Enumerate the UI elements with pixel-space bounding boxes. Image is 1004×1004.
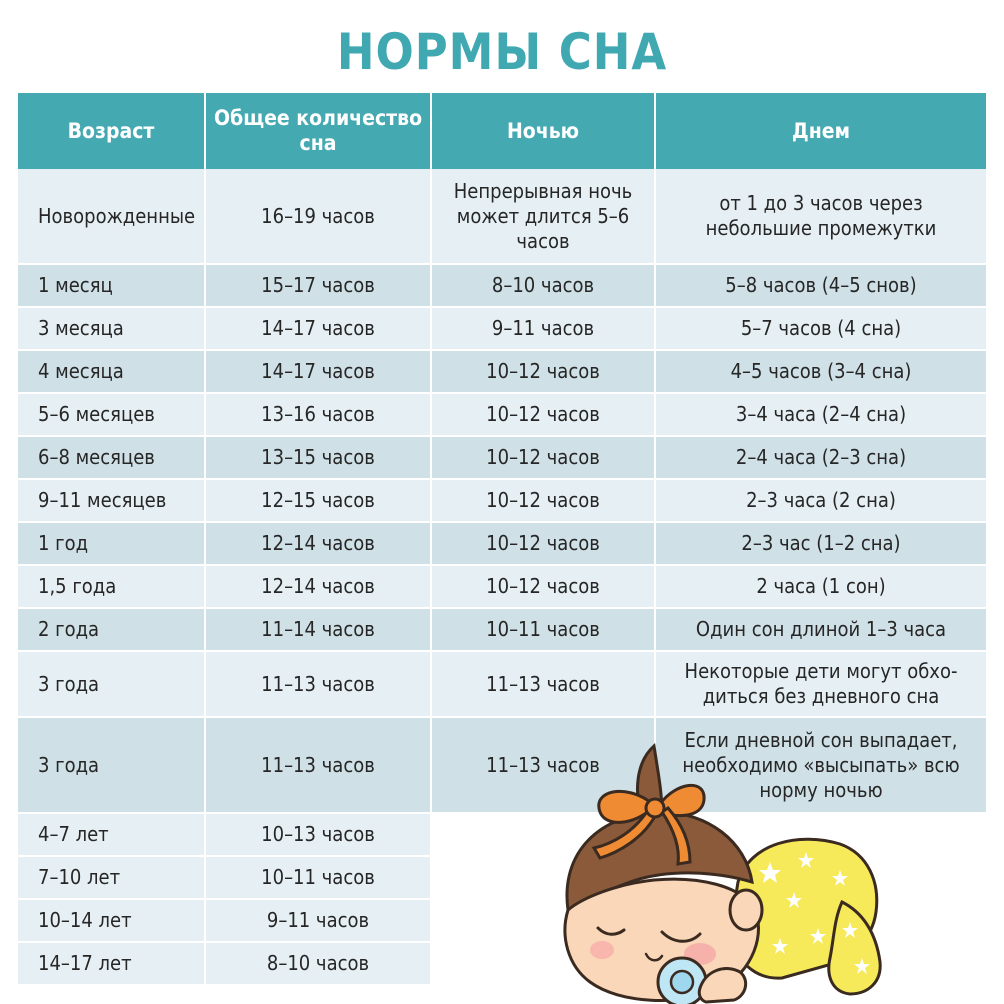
total-cell: 11–13 часов [205, 651, 431, 717]
table-row [18, 479, 986, 522]
total-cell: 15–17 часов [205, 264, 431, 307]
day-cell: 2–3 час (1–2 сна) [655, 522, 986, 565]
table-row [18, 436, 986, 479]
total-cell: 12–15 часов [205, 479, 431, 522]
age-cell: 1 месяц [18, 264, 205, 307]
age-cell: 7–10 лет [18, 856, 205, 899]
night-cell: Непрерывная ночь может длится 5–6 часов [431, 169, 655, 264]
night-cell: 10–12 часов [431, 522, 655, 565]
table-row [18, 169, 986, 264]
age-cell: 6–8 месяцев [18, 436, 205, 479]
total-cell: 11–14 часов [205, 608, 431, 651]
day-cell: 2–3 часа (2 сна) [655, 479, 986, 522]
age-cell: 4 месяца [18, 350, 205, 393]
night-cell: 9–11 часов [431, 307, 655, 350]
age-cell: 5–6 месяцев [18, 393, 205, 436]
night-cell: 10–12 часов [431, 393, 655, 436]
night-cell: 10–12 часов [431, 350, 655, 393]
table-row [18, 393, 986, 436]
total-cell: 14–17 часов [205, 350, 431, 393]
total-cell: 11–13 часов [205, 717, 431, 813]
table-row [18, 264, 986, 307]
total-cell: 8–10 часов [205, 942, 431, 985]
table-row [18, 522, 986, 565]
age-cell: 14–17 лет [18, 942, 205, 985]
day-cell: 2–4 часа (2–3 сна) [655, 436, 986, 479]
table-row [18, 307, 986, 350]
day-cell: Один сон длиной 1–3 часа [655, 608, 986, 651]
age-cell: 9–11 месяцев [18, 479, 205, 522]
day-cell: Некоторые дети могут обхо-диться без дневного сна [655, 651, 986, 717]
header-total: Общее количество сна [205, 93, 431, 169]
total-cell: 16–19 часов [205, 169, 431, 264]
day-cell: 5–7 часов (4 сна) [655, 307, 986, 350]
age-cell: 10–14 лет [18, 899, 205, 942]
table-header-row [18, 93, 986, 169]
table-row [18, 651, 986, 717]
header-age: Возраст [18, 93, 205, 169]
day-cell: 4–5 часов (3–4 сна) [655, 350, 986, 393]
page-title: НОРМЫ СНА [336, 23, 668, 81]
header-day: Днем [655, 93, 986, 169]
total-cell: 13–16 часов [205, 393, 431, 436]
day-cell: 3–4 часа (2–4 сна) [655, 393, 986, 436]
day-cell: от 1 до 3 часов через небольшие промежутки [655, 169, 986, 264]
night-cell: 10–12 часов [431, 479, 655, 522]
day-cell: Если дневной сон выпадает, необходимо «высыпать» всю норму ночью [655, 717, 986, 813]
total-cell: 12–14 часов [205, 565, 431, 608]
night-cell: 11–13 часов [431, 651, 655, 717]
age-cell: 1 год [18, 522, 205, 565]
age-cell: 3 месяца [18, 307, 205, 350]
night-cell: 10–12 часов [431, 436, 655, 479]
night-cell: 10–12 часов [431, 565, 655, 608]
total-cell: 10–13 часов [205, 813, 431, 856]
night-cell: 8–10 часов [431, 264, 655, 307]
header-night: Ночью [431, 93, 655, 169]
total-cell: 13–15 часов [205, 436, 431, 479]
total-cell: 14–17 часов [205, 307, 431, 350]
night-cell: 11–13 часов [431, 717, 655, 813]
table-row [18, 608, 986, 651]
age-cell: 1,5 года [18, 565, 205, 608]
total-cell: 9–11 часов [205, 899, 431, 942]
total-cell: 12–14 часов [205, 522, 431, 565]
age-cell: 3 года [18, 717, 205, 813]
night-cell: 10–11 часов [431, 608, 655, 651]
day-cell: 5–8 часов (4–5 снов) [655, 264, 986, 307]
age-cell: 3 года [18, 651, 205, 717]
age-cell: 2 года [18, 608, 205, 651]
age-cell: Новорожденные [18, 169, 205, 264]
age-cell: 4–7 лет [18, 813, 205, 856]
sleeping-baby-illustration [550, 732, 886, 1004]
table-row [18, 565, 986, 608]
day-cell: 2 часа (1 сон) [655, 565, 986, 608]
table-row [18, 350, 986, 393]
total-cell: 10–11 часов [205, 856, 431, 899]
